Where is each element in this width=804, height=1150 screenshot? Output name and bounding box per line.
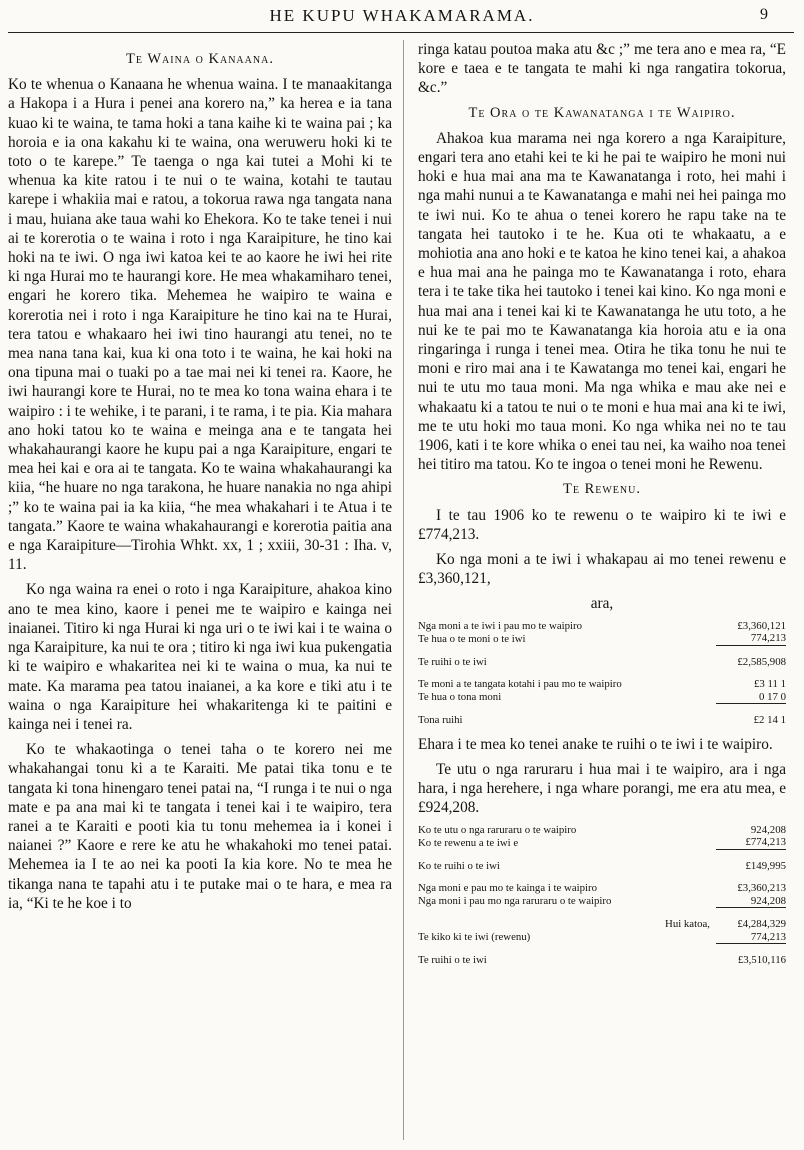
row-amount: £149,995 (745, 859, 786, 872)
paragraph-continued: ringa katau poutoa maka atu &c ;” me tera ano e mea ra, “E kore e taea e te tangata te mahi ki nga rangatira tokorua, &c.” (418, 41, 786, 97)
row-label: Tona ruihi (418, 714, 463, 727)
row-amount: £2 14 1 (753, 714, 786, 727)
paragraph: Ko te whenua o Kanaana he whenua waina. I te manaakitanga a Hakopa i a Hura i penei ana korero na,” ka herea e ia tana kuao ki te waina, te tama hoki a tana kaihe ki te waina pai ; ka horoia e ia ona kakahu ki te waina, ona weruweru hoki ki te toto o te karepe.” Te taenga o nga kai tutei a Mohi ki te whenua ka kite ratou i te nui o te waina, kotahi te tautau karepe i whakiia mai e ratou, a tokorua rawa nga tangata nana i mau, huiana ake taua wahi ko Ehekora. Ko te take tenei i nui ai te korerotia o te waina i roto i nga Karaipiture, he tino kai hoki na te iwi. O nga iwi katoa kei te ao kaore he iwi hei rite ki nga Hurai mo te haurangi kore. He mea whakamiharo tenei, engari he korero tika. Mehemea he waipiro te waina e korerotia nei i roto i nga Karaipiture he tino kai na te Hurai, tera tatou e whakaaro hei iwi tino haurangi atu tenei, no te mea nana tana kai, kua ki ona toto i te waina, he kai hoki na ona tipuna mai o tuaki po a tae mai nei ki tenei ra. Kaore, he iwi haurangi kore te Hurai, no te mea ko tona waina ehara i te waipiro : i te wehike, i te parani, i te rama, i te pia. Kia mahara ano hoki tatou ko te waina e meinga ana e te tangata hei whakahaurangi kaore he kupu pai a nga Karaipiture, engari te mea hei kai e ora ai te tangata. Ko te waina whakahaurangi ka kiia, “he huare no nga tarakona, he huare nanakia no nga ahipi ;” ko te waina pai ia ka kiia, “he mea whakahari i te Atua i te tangata.” Kaore te waina whakahaurangi e korerotia paitia ana e nga Karaipiture—Tirohia Whkt. xx, 1 ; xxiii, 30-31 : Iha. v, 11. (8, 76, 392, 574)
ara-label: ara, (590, 595, 614, 613)
row-amount: 924,208 (750, 823, 786, 836)
running-title: HE KUPU WHAKAMARAMA. (269, 6, 535, 25)
row-amount: 0 17 0 (716, 691, 786, 704)
table-row (418, 836, 786, 849)
table-row (418, 714, 786, 727)
paragraph: Ko nga waina ra enei o roto i nga Karaipiture, ahakoa kino ano te mea kino, kaore i penei me te waipiro e kainga nei inaianei. Titiro ki nga Hurai ki nga uri o te iwi kai i te waina o nga Karaipiture, ka nui te ora ; titiro ki nga iwi kua pukengatia ki te waipiro e whakaritea nei ki te waina o mua, ka nui te mate. Ka marama pea tatou inaianei, a ka kore e tiki atu i te waina o nga Karaipiture hei whakaritenga ki te paitini e kainga nei i tenei ra. (8, 581, 392, 733)
paragraph: Ko te whakaotinga o tenei taha o te korero nei me whakahangai tonu ki a te Karaiti. Me patai tika tonu e te tangata ki tona hinengaro tenei patai na, “I runga i te nui o nga mate e pa ana mai ki te tangata i tenei kai i te waipiro, tera ranei a te Karaiti e pooti kia tu tonu mehemea ia i konei i naianei ?” Kaore e rere ke atu he whakahoki mo tenei patai. Mehemea ia I te ao nei ka pooti Ia kia kore. No te mea he tikanga nana te tapahi atu i te putake mai o te hara, e mea ra ia, “Ki te he koe i to (8, 741, 392, 912)
row-amount: £3,360,121 (737, 619, 786, 632)
row-label: Ko te rewenu a te iwi e (418, 836, 519, 849)
paragraph: Te utu o nga raruraru i hua mai i te waipiro, ara i nga hara, i nga herehere, i nga whare porangi, me era atu mea, e £924,208. (418, 760, 786, 817)
page-number: 9 (760, 6, 768, 23)
revenue-table-2 (418, 824, 786, 967)
row-label: Hui katoa, (665, 918, 710, 930)
table-row (418, 632, 786, 645)
paragraph: Ahakoa kua marama nei nga korero a nga Karaipiture, engari tera ano etahi kei te ki he pai te waipiro he moni nui hoki e hua mai ana ma te Kawanatanga i roto, hei mahi i nga mahi nunui a te Kawanatanga e mahi nei hei painga mo te iwi nui. Ko te ahua o tenei korero he rapu take na te tangata hei tautoko i te he. Kua oti te whakaatu, a e mohiotia ana ano hoki e te katoa he kino tenei kai, a ahakoa e hua mai ana he painga mo te Kawanatanga i roto, ehara tera i te take tika hei tautoko i tenei kai kino. Ko nga moni e hua mai ana i tenei kai ki te Kawanatanga he utu toto, a he nui ke te pai mo te Kawanatanga kia horoia atu e ia ona ringaringa i runga i tenei mea. Otira he tika tonu he nui te moni e riro mai ana i te Kawatanga mo tenei kai, engari he nui te utu mo taua moni. Ma nga whika e mau ake nei e whakaatu ki a tatou te nui o te moni e hua mai ana ki te iwi, me te utu hoki mo taua moni. Ko nga whika nei no te tau 1906, kati i te kore whika o enei tau nei, ka waiho noa tenei hei titiro ma tatou. Ko te ingoa o tenei moni he Rewenu. (418, 129, 786, 474)
row-amount: 774,213 (716, 931, 786, 944)
table-row (418, 620, 786, 633)
right-column (418, 40, 786, 975)
header-rule (8, 32, 794, 33)
table-row (418, 918, 786, 931)
row-amount: £3,360,213 (737, 882, 786, 894)
row-label: Nga moni a te iwi i pau mo te waipiro (418, 619, 583, 632)
row-amount: £774,213 (716, 836, 786, 849)
row-amount: 774,213 (716, 632, 786, 645)
table-row (418, 882, 786, 895)
table-row (418, 691, 786, 704)
column-divider (403, 40, 404, 1140)
row-label: Te hua o te moni o te iwi (418, 632, 526, 645)
row-label: Te hua o tona moni (418, 691, 502, 704)
section-heading-waina: Te Waina o Kanaana. (126, 51, 274, 67)
row-amount: £3,510,116 (737, 954, 786, 966)
table-row (418, 678, 786, 691)
table-row (418, 954, 786, 967)
table-row (418, 895, 786, 908)
row-amount: £4,284,329 (737, 918, 786, 930)
paragraph: I te tau 1906 ko te rewenu o te waipiro ki te iwi e £774,213. (418, 506, 786, 543)
running-header (0, 4, 804, 30)
row-label: Te kiko ki te iwi (rewenu) (418, 931, 531, 943)
row-label: Nga moni e pau mo te kainga i te waipiro (418, 882, 597, 894)
paragraph: Ehara i te mea ko tenei anake te ruihi o te iwi i te waipiro. (418, 735, 773, 753)
row-label: Te ruihi o te iwi (418, 655, 487, 668)
section-heading-ora: Te Ora o te Kawanatanga i te Waipiro. (468, 104, 736, 121)
row-label: Ko te utu o nga raruraru o te waipiro (418, 823, 577, 836)
table-row (418, 860, 786, 873)
revenue-table-1 (418, 620, 786, 727)
table-row (418, 656, 786, 669)
row-amount: 924,208 (716, 895, 786, 908)
row-label: Te ruihi o te iwi (418, 954, 487, 966)
row-label: Nga moni i pau mo nga raruraru o te waipiro (418, 895, 612, 907)
row-label: Te moni a te tangata kotahi i pau mo te waipiro (418, 678, 622, 691)
row-amount: £3 11 1 (754, 678, 786, 691)
paragraph: Ko nga moni a te iwi i whakapau ai mo tenei rewenu e £3,360,121, (418, 551, 786, 588)
table-row (418, 824, 786, 837)
left-column (8, 46, 392, 919)
row-amount: £2,585,908 (737, 655, 786, 668)
section-heading-rewenu: Te Rewenu. (563, 481, 641, 498)
row-label: Ko te ruihi o te iwi (418, 859, 500, 872)
table-row (418, 931, 786, 944)
